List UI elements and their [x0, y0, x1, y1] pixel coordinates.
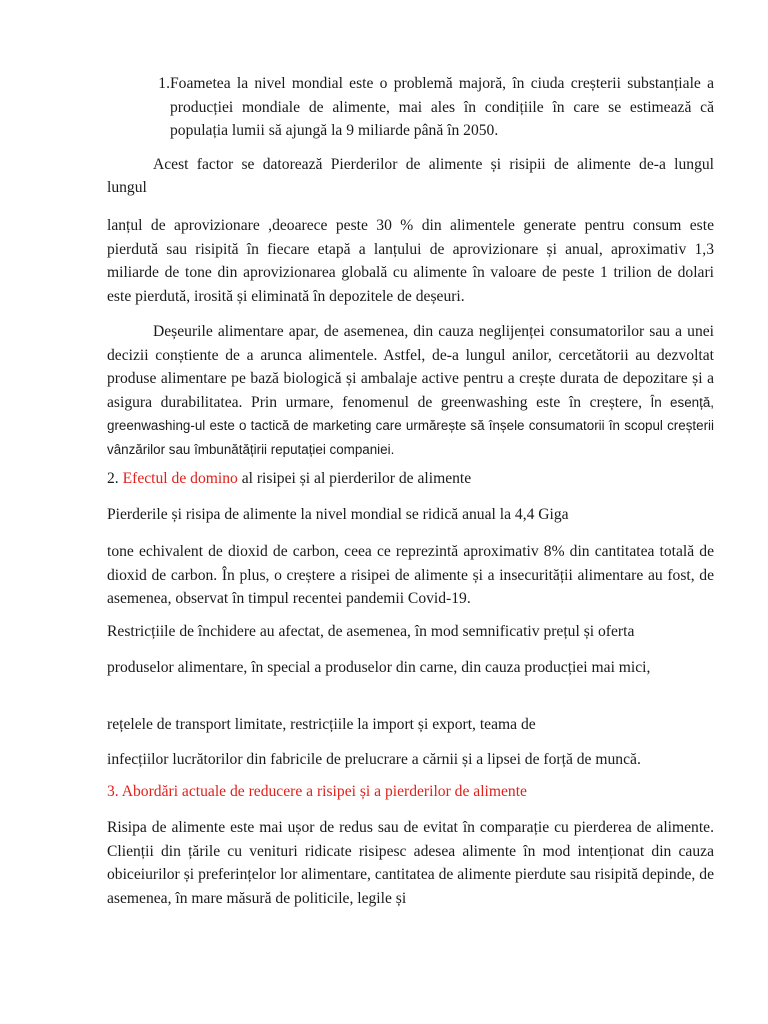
paragraph-factor-continuation: lungul [107, 179, 147, 196]
section-heading-3: 3. Abordări actuale de reducere a risipei și a pierderilor de alimente [107, 783, 527, 800]
section-heading-2-rest: al risipei și al pierderilor de alimente [237, 470, 472, 487]
section-heading-2 [107, 467, 714, 491]
list-item-1-text: Foametea la nivel mondial este o problemă majoră, în ciuda creșterii substanțiale a producției mondiale de alimente, mai ales în condițiile în care se estimează că populația lumii să ajungă la 9 miliarde până în 2050. [170, 75, 714, 139]
paragraph-reduction: Risipa de alimente este mai ușor de redus sau de evitat în comparație cu pierderea de alimente. Clienții din țările cu venituri ridicate risipesc adesea alimente în mod intenționat din cauza obiceiurilor și preferințelor lor alimentare, cantitatea de alimente pierdute sau risipită depinde, de asemenea, în mare măsură de politicile, legile și [107, 819, 714, 907]
greenwashing-definition: În esență, greenwashing-ul este o tactică de marketing care urmărește să înșele consumatorii în scopul creșterii vânzărilor sau îmbunătățirii reputației companiei. [107, 394, 714, 457]
list-item-1 [150, 72, 714, 143]
paragraph-restrictions: Restricțiile de închidere au afectat, de asemenea, în mod semnificativ prețul și oferta [107, 623, 635, 640]
paragraph-transport: rețelele de transport limitate, restricțiile la import și export, teama de [107, 716, 536, 733]
section-heading-2-red: Efectul de domino [122, 470, 238, 487]
paragraph-emissions-intro: Pierderile și risipa de alimente la nivel mondial se ridică anual la 4,4 Giga [107, 506, 569, 523]
paragraph-infections: infecțiilor lucrătorilor din fabricile de prelucrare a cărnii și a lipsei de forță de muncă. [107, 751, 641, 768]
section-heading-2-number: 2. [107, 470, 119, 487]
paragraph-food-waste-serif: Deșeurile alimentare apar, de asemenea, din cauza neglijenței consumatorilor sau a unei decizii conștiente de a arunca alimentele. Astfel, de-a lungul anilor, cercetătorii au dezvoltat produse alimentare pe bază biologică și ambalaje active pentru a crește durata de depozitare și a asigura durabilitatea. Prin urmare, fenomenul de greenwashing este în creștere, [107, 323, 714, 411]
paragraph-supply-chain: lanțul de aprovizionare ,deoarece peste 30 % din alimentele generate pentru consum este pierdută sau risipită în fiecare etapă a lanțului de aprovizionare și anual, aproximativ 1,3 miliarde de tone din aprovizionarea globală cu alimente în valoare de peste 1 trilion de dolari este pierdută, irosită și eliminată în depozitele de deșeuri. [107, 217, 714, 305]
paragraph-food-waste [107, 320, 714, 461]
list-item-1-number: 1. [158, 75, 170, 92]
paragraph-emissions: tone echivalent de dioxid de carbon, ceea ce reprezintă aproximativ 8% din cantitatea totală de dioxid de carbon. În plus, o creștere a risipei de alimente și a insecurității alimentare au fost, de asemenea, observat în timpul recentei pandemii Covid-19. [107, 543, 714, 607]
paragraph-meat-products: produselor alimentare, în special a produselor din carne, din cauza producției mai mici, [107, 659, 651, 676]
paragraph-factor-line: Acest factor se datorează Pierderilor de alimente și risipii de alimente de-a lungul [153, 156, 714, 173]
